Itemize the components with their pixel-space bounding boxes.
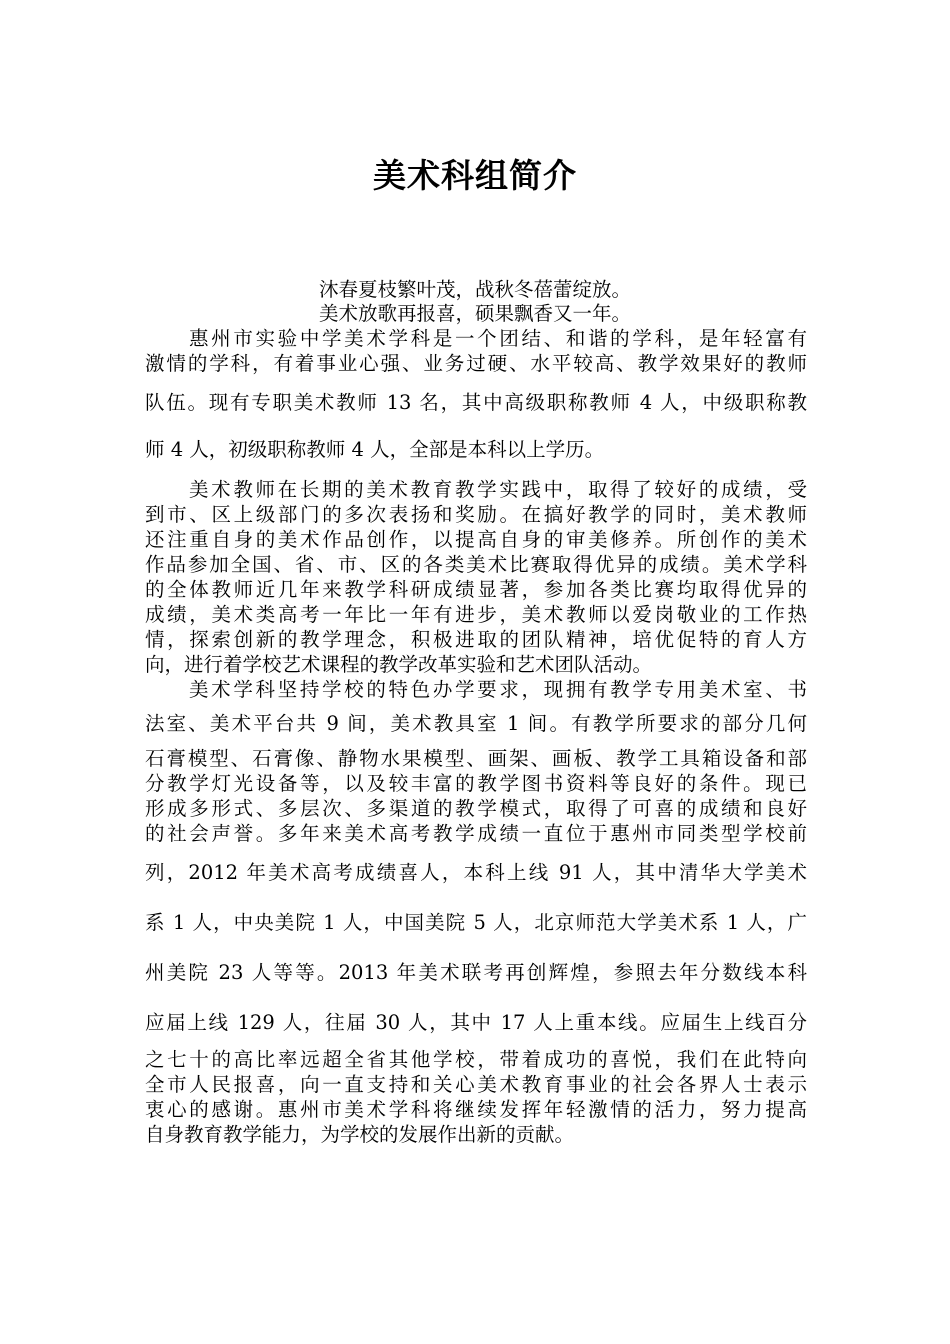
- paragraph-3-line: 形成多形式、多层次、多渠道的教学模式，取得了可喜的成绩和良好: [145, 797, 807, 820]
- poem-line-2: 美术放歌再报喜，硕果飘香又一年。: [318, 302, 631, 325]
- paragraph-2-line: 到市、区上级部门的多次表扬和奖励。在搞好教学的同时，美术教师: [145, 503, 807, 526]
- paragraph-3-line: 衷心的感谢。惠州市美术学科将继续发挥年轻激情的活力，努力提高: [145, 1098, 807, 1121]
- paragraph-1-line: 师 4 人，初级职称教师 4 人，全部是本科以上学历。: [145, 438, 605, 461]
- paragraph-2-line: 还注重自身的美术作品创作，以提高自身的审美修养。所创作的美术: [145, 528, 807, 551]
- paragraph-2-line: 的全体教师近几年来教学科研成绩显著，参加各类比赛均取得优异的: [145, 578, 807, 601]
- paragraph-3-line: 之七十的高比率远超全省其他学校，带着成功的喜悦，我们在此特向: [145, 1048, 807, 1071]
- paragraph-3-line: 系 1 人，中央美院 1 人，中国美院 5 人，北京师范大学美术系 1 人，广: [145, 911, 807, 934]
- paragraph-3-line: 应届上线 129 人，往届 30 人，其中 17 人上重本线。应届生上线百分: [145, 1011, 807, 1034]
- paragraph-3-line: 美术学科坚持学校的特色办学要求，现拥有教学专用美术室、书: [189, 678, 807, 701]
- paragraph-3-line: 石膏模型、石膏像、静物水果模型、画架、画板、教学工具箱设备和部: [145, 747, 807, 770]
- paragraph-2-line: 美术教师在长期的美术教育教学实践中，取得了较好的成绩，受: [189, 478, 807, 501]
- poem-line-1: 沐春夏枝繁叶茂，战秋冬蓓蕾绽放。: [318, 278, 631, 301]
- paragraph-2-line: 成绩，美术类高考一年比一年有进步，美术教师以爱岗敬业的工作热: [145, 603, 807, 626]
- paragraph-3-line: 法室、美术平台共 9 间，美术教具室 1 间。有教学所要求的部分几何: [145, 712, 807, 735]
- paragraph-1-line: 队伍。现有专职美术教师 13 名，其中高级职称教师 4 人，中级职称教: [145, 391, 807, 414]
- paragraph-3-line: 州美院 23 人等等。2013 年美术联考再创辉煌，参照去年分数线本科: [145, 961, 807, 984]
- paragraph-3-line: 的社会声誉。多年来美术高考教学成绩一直位于惠州市同类型学校前: [145, 822, 807, 845]
- paragraph-1-line: 激情的学科，有着事业心强、业务过硬、水平较高、教学效果好的教师: [145, 352, 807, 375]
- paragraph-2-line: 作品参加全国、省、市、区的各类美术比赛取得优异的成绩。美术学科: [145, 553, 807, 576]
- paragraph-2-line: 情，探索创新的教学理念，积极进取的团队精神，培优促特的育人方: [145, 628, 807, 651]
- paragraph-2-line: 向，进行着学校艺术课程的教学改革实验和艺术团队活动。: [145, 653, 653, 676]
- paragraph-3-line: 列，2012 年美术高考成绩喜人，本科上线 91 人，其中清华大学美术: [145, 861, 807, 884]
- paragraph-3-line: 全市人民报喜，向一直支持和关心美术教育事业的社会各界人士表示: [145, 1073, 807, 1096]
- page-title: 美术科组简介: [373, 156, 577, 195]
- paragraph-3-line: 自身教育教学能力，为学校的发展作出新的贡献。: [145, 1123, 575, 1146]
- paragraph-1-line: 惠州市实验中学美术学科是一个团结、和谐的学科，是年轻富有: [189, 327, 807, 350]
- paragraph-3-line: 分教学灯光设备等，以及较丰富的教学图书资料等良好的条件。现已: [145, 772, 807, 795]
